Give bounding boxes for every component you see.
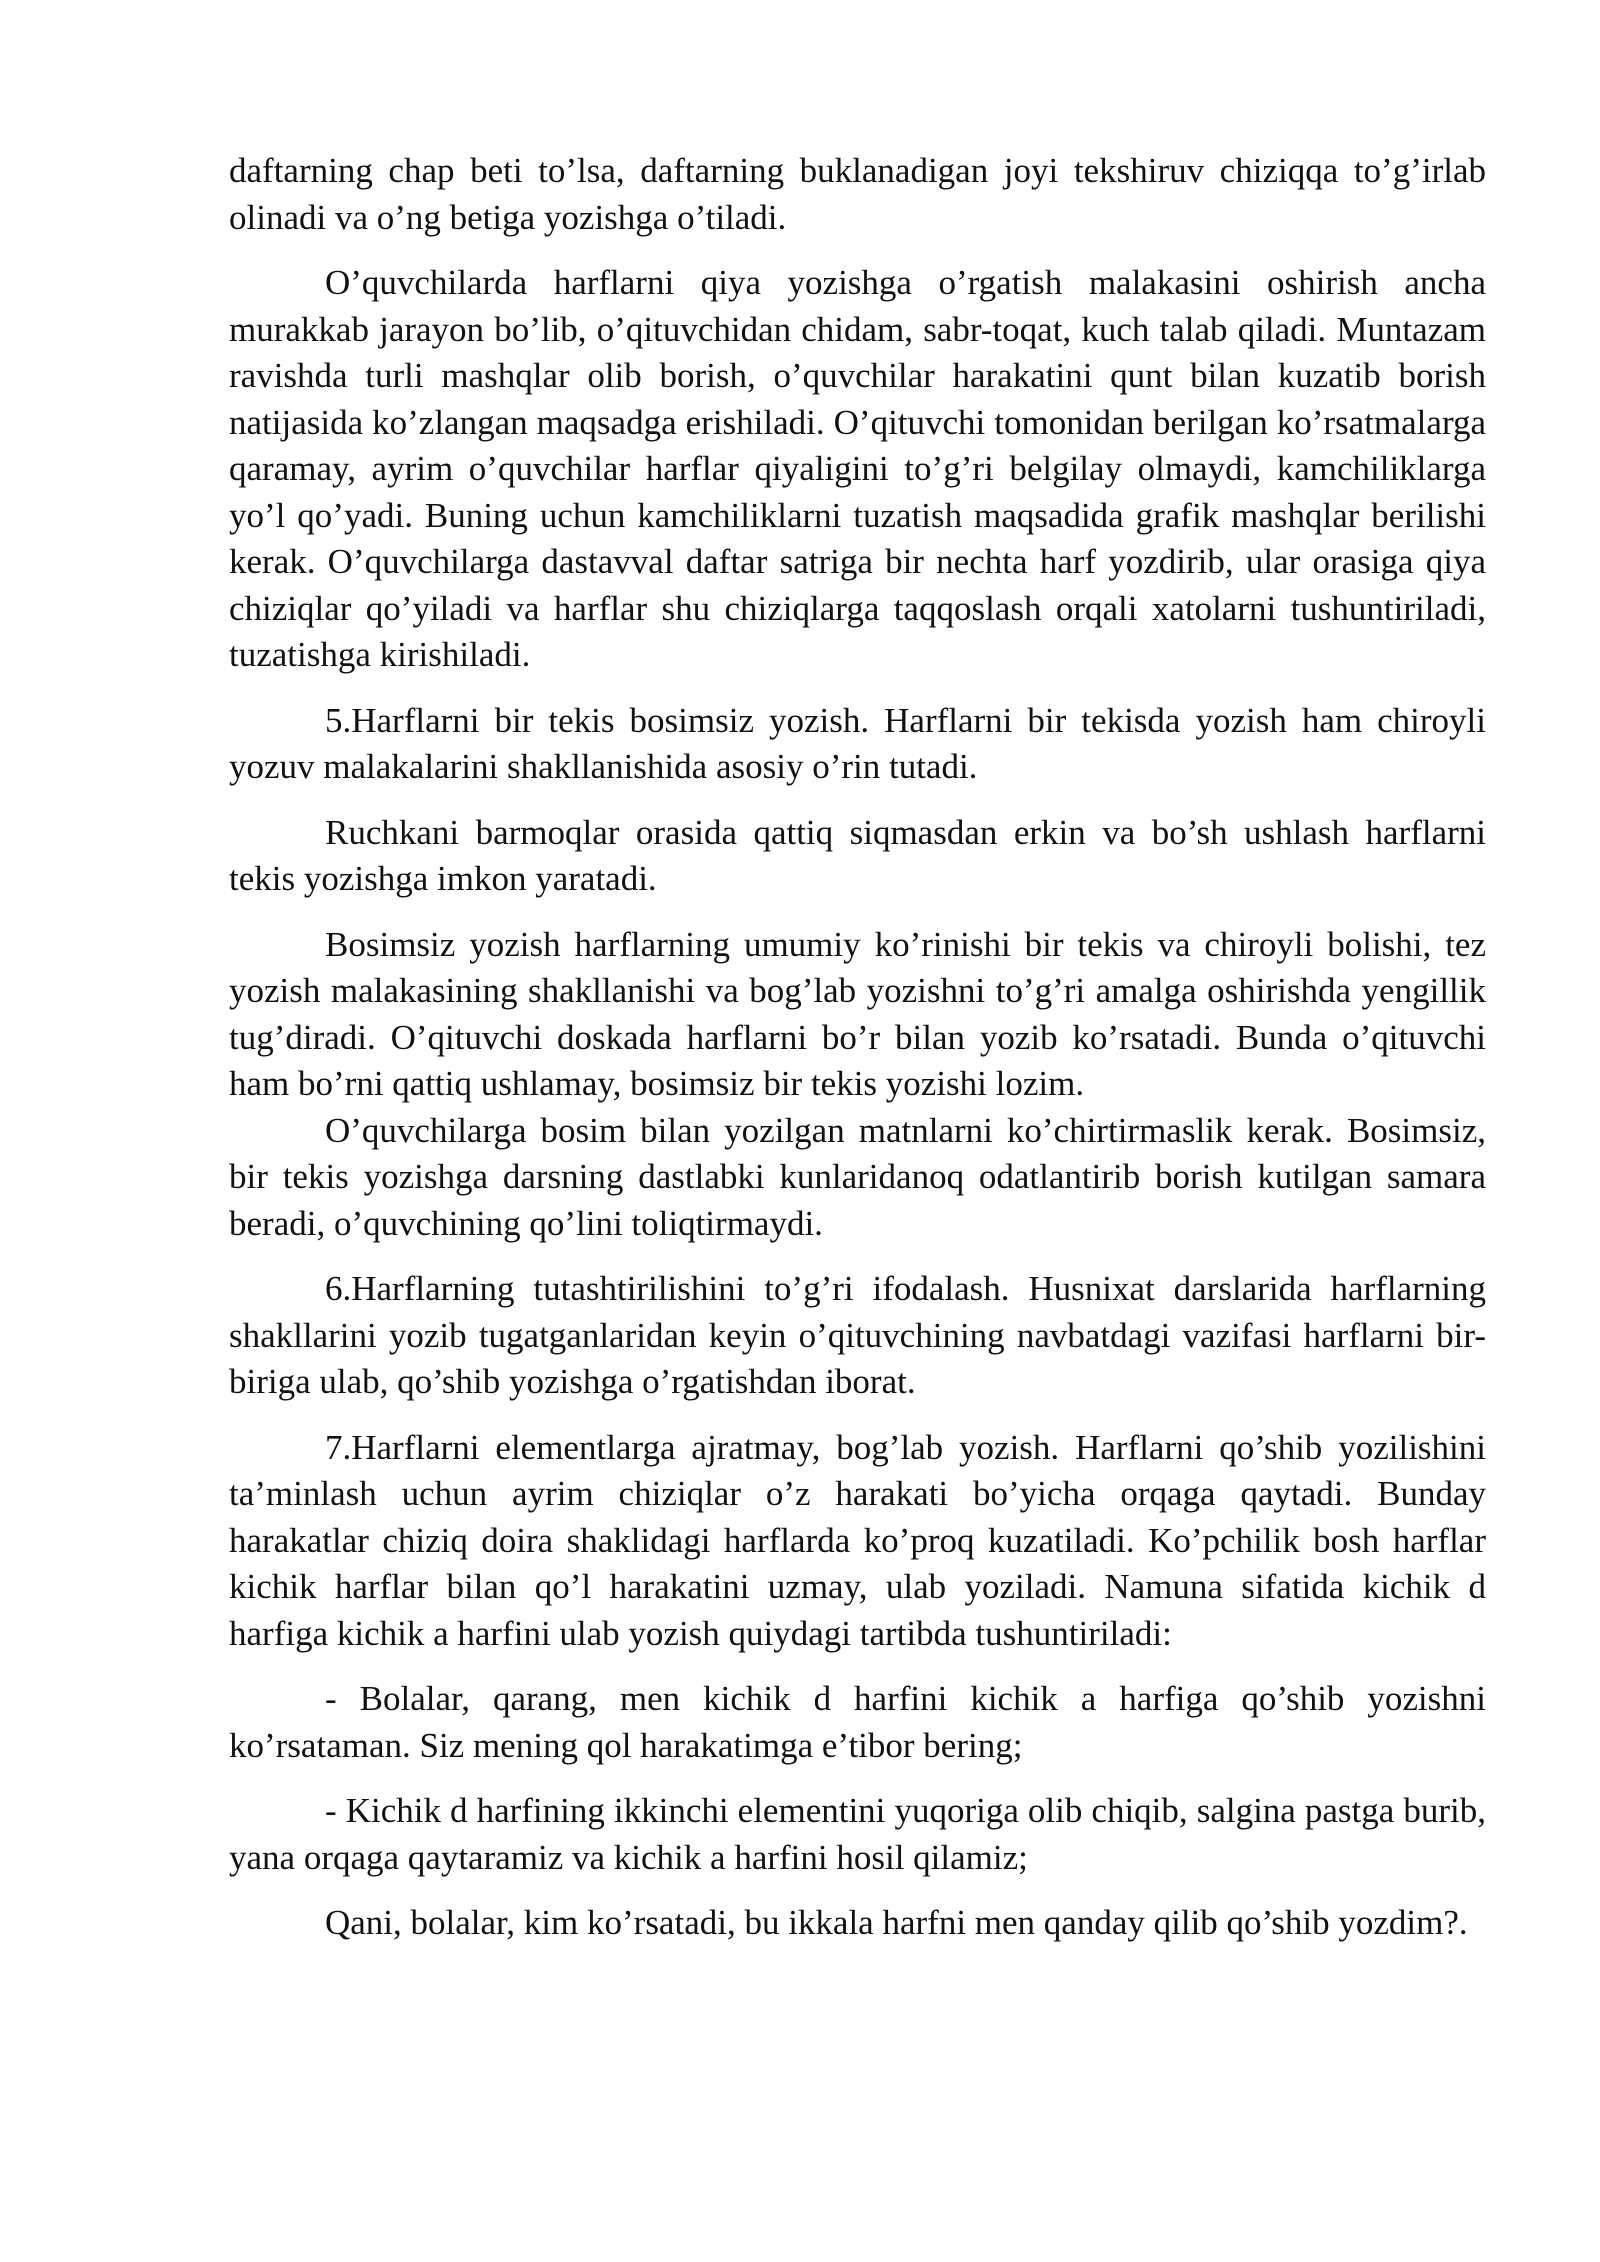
- paragraph-5: Bosimsiz yozish harflarning umumiy ko’rinishi bir tekis va chiroyli bolishi, tez yozish malakasining shakllanishi va bog’lab yozishni to’g’ri amalga oshirishda yengillik tug’diradi. O’qituvchi doskada harflarni bo’r bilan yozib ko’rsatadi. Bunda o’qituvchi ham bo’rni qattiq ushlamay, bosimsiz bir tekis yozishi lozim.: [229, 924, 1486, 1103]
- document-page: [229, 148, 1486, 1966]
- paragraph-3-heading-5: 5.Harflarni bir tekis bosimsiz yozish. Harflarni bir tekisda yozish ham chiroyli yozuv malakalarini shakllanishida asosiy o’rin tutadi.: [229, 700, 1486, 786]
- paragraph-10-list-item: - Kichik d harfining ikkinchi elementini yuqoriga olib chiqib, salgina pastga burib, yana orqaga qaytaramiz va kichik a harfini hosil qilamiz;: [229, 1791, 1486, 1877]
- paragraph-8-heading-7: 7.Harflarni elementlarga ajratmay, bog’lab yozish. Harflarni qo’shib yozilishini ta’minlash uchun ayrim chiziqlar o’z harakati bo’yicha orqaga qaytadi. Bunday harakatlar chiziq doira shaklidagi harflarda ko’proq kuzatiladi. Ko’pchilik bosh harflar kichik harflar bilan qo’l harakatini uzmay, ulab yoziladi. Namuna sifatida kichik d harfiga kichik a harfini ulab yozish quiydagi tartibda tushuntiriladi:: [229, 1427, 1486, 1653]
- paragraph-9-list-item: - Bolalar, qarang, men kichik d harfini kichik a harfiga qo’shib yozishni ko’rsataman. Siz mening qol harakatimga e’tibor bering;: [229, 1679, 1486, 1765]
- paragraph-11: Qani, bolalar, kim ko’rsatadi, bu ikkala harfni men qanday qilib qo’shib yozdim?.: [325, 1903, 1468, 1942]
- paragraph-2: O’quvchilarda harflarni qiya yozishga o’rgatish malakasini oshirish ancha murakkab jarayon bo’lib, o’qituvchidan chidam, sabr-toqat, kuch talab qiladi. Muntazam ravishda turli mashqlar olib borish, o’quvchilar harakatini qunt bilan kuzatib borish natijasida ko’zlangan maqsadga erishiladi. O’qituvchi tomonidan berilgan ko’rsatmalarga qaramay, ayrim o’quvchilar harflar qiyaligini to’g’ri belgilay olmaydi, kamchiliklarga yo’l qo’yadi. Buning uchun kamchiliklarni tuzatish maqsadida grafik mashqlar berilishi kerak. O’quvchilarga dastavval daftar satriga bir nechta harf yozdirib, ular orasiga qiya chiziqlar qo’yiladi va harflar shu chiziqlarga taqqoslash orqali xatolarni tushuntiriladi, tuzatishga kirishiladi.: [229, 263, 1486, 674]
- paragraph-6: O’quvchilarga bosim bilan yozilgan matnlarni ko’chirtirmaslik kerak. Bosimsiz, bir tekis yozishga darsning dastlabki kunlaridanoq odatlantirib borish kutilgan samara beradi, o’quvchining qo’lini toliqtirmaydi.: [229, 1110, 1486, 1243]
- paragraph-1: daftarning chap beti to’lsa, daftarning buklanadigan joyi tekshiruv chiziqqa to’g’irlab olinadi va o’ng betiga yozishga o’tiladi.: [229, 151, 1486, 237]
- paragraph-7-heading-6: 6.Harflarning tutashtirilishini to’g’ri ifodalash. Husnixat darslarida harflarning shakllarini yozib tugatganlaridan keyin o’qituvchining navbatdagi vazifasi harflarni bir-biriga ulab, qo’shib yozishga o’rgatishdan iborat.: [229, 1269, 1486, 1401]
- paragraph-4: Ruchkani barmoqlar orasida qattiq siqmasdan erkin va bo’sh ushlash harflarni tekis yozishga imkon yaratadi.: [229, 812, 1486, 898]
